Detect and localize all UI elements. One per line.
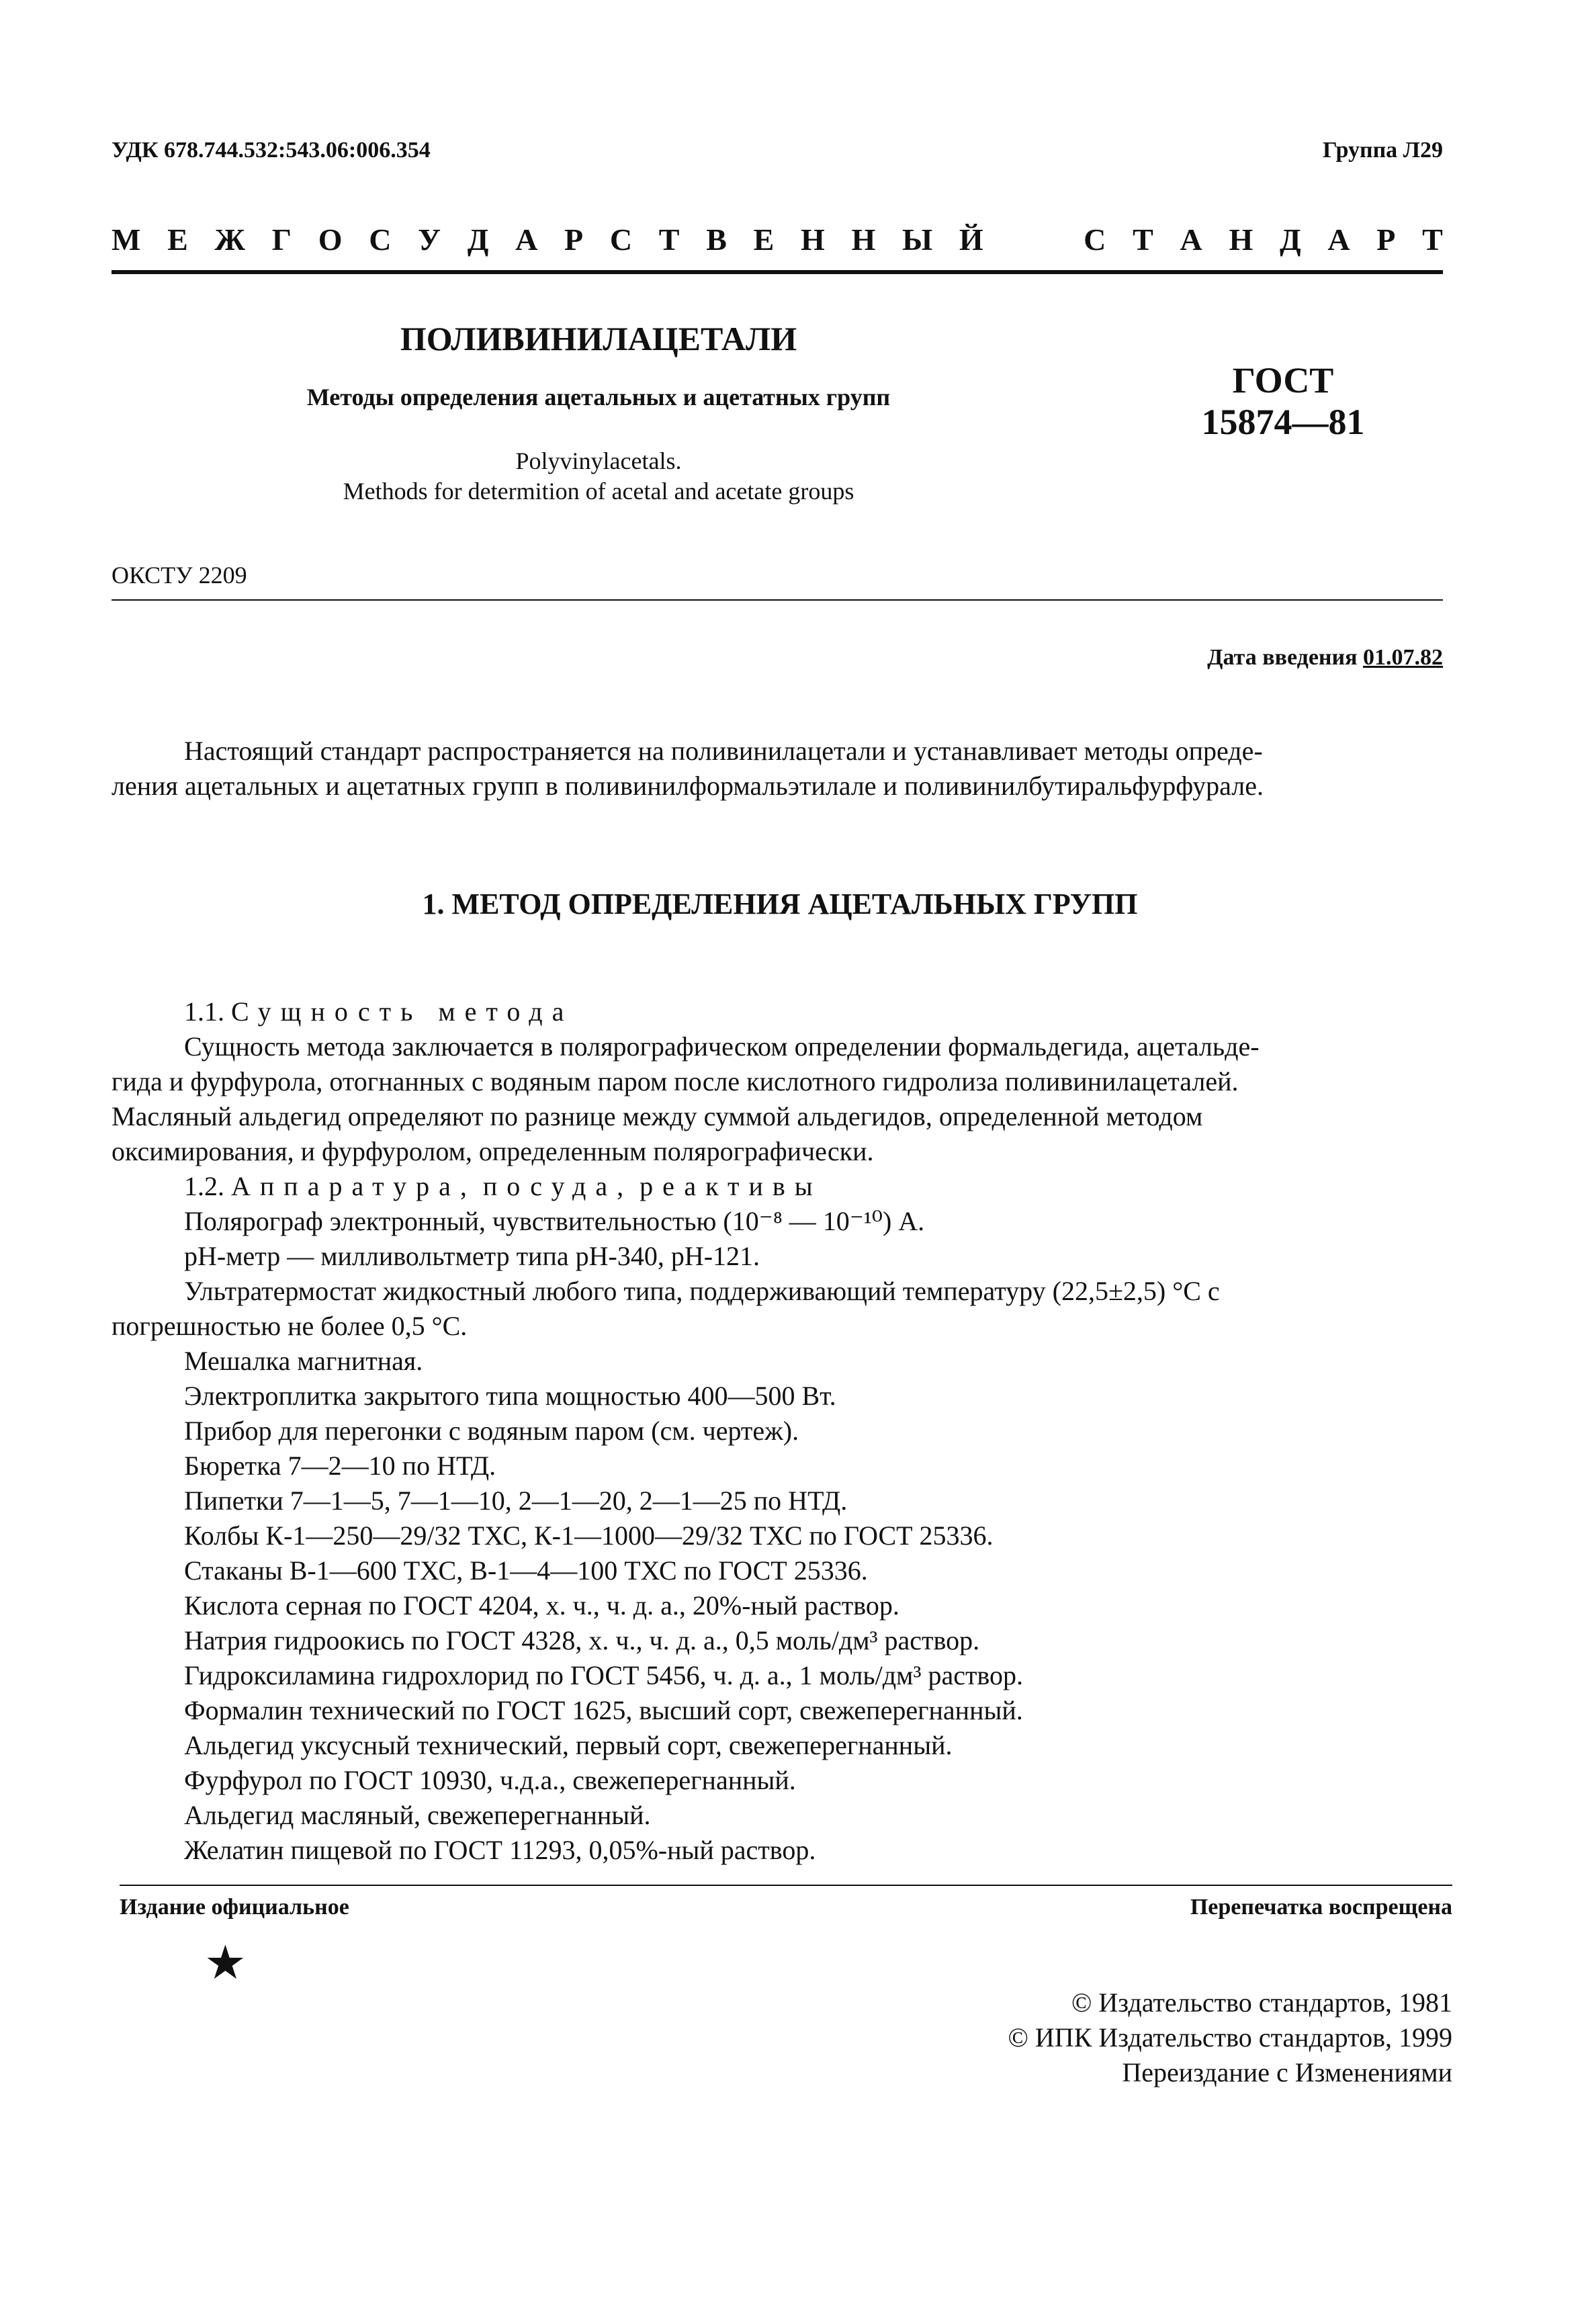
banner-letter: Р [564,222,584,257]
banner-letter: У [418,222,441,257]
equipment-item: Ультратермостат жидкостный любого типа, поддерживающий температуру (22,5±2,5) °С с [184,1276,1220,1306]
clause-line: гида и фурфурола, отогнанных с водяным паром после кислотного гидролиза поливинилацеталей. [112,1066,1239,1096]
gost-label: ГОСТ [1232,360,1334,400]
equipment-item: Колбы К-1—250—29/32 ТХС, К-1—1000—29/32 ТХС по ГОСТ 25336. [184,1520,994,1551]
banner-letter: Й [959,222,983,257]
intro-paragraph [112,734,1448,804]
reagent-item: Фурфурол по ГОСТ 10930, ч.д.а., свежеперегнанный. [184,1765,796,1795]
clause-line: Сущность метода заключается в полярографическом определении формальдегида, ацетальде- [184,1031,1260,1062]
english-title-line2: Methods for determition of acetal and acetate groups [343,478,854,505]
banner-letter: Ж [214,222,246,257]
clause-heading-word: Аппаратура, [231,1171,476,1201]
reagent-item: Желатин пищевой по ГОСТ 11293, 0,05%-ный раствор. [184,1835,816,1865]
reissue-note: Переиздание с Изменениями [1122,2057,1452,2088]
introduction-date [1207,645,1443,671]
banner-letter: Д [467,222,489,257]
banner-letter: Т [1133,222,1153,257]
equipment-item: Электроплитка закрытого типа мощностью 400—500 Вт. [184,1381,836,1411]
equipment-item: Прибор для перегонки с водяным паром (см. чертеж). [184,1416,799,1446]
clause-number: 1.2. [184,1171,224,1201]
equipment-item: Стаканы В-1—600 ТХС, В-1—4—100 ТХС по ГОСТ 25336. [184,1555,868,1586]
copyright-line: © ИПК Издательство стандартов, 1999 [1008,2022,1452,2053]
banner-letter: Е [167,222,188,257]
footer-rule [120,1885,1452,1886]
banner-letter: С [609,222,633,257]
banner-letter: А [1327,222,1350,257]
okstu-rule [112,599,1443,601]
banner-letter: В [706,222,727,257]
banner-letter: А [1180,222,1202,257]
star-icon: ★ [204,1938,247,1989]
banner-letter: Н [1229,222,1253,257]
equipment-item: Бюретка 7—2—10 по НТД. [184,1451,496,1481]
banner-gap [1010,222,1057,257]
banner-letter: Н [851,222,876,257]
group-code: Группа Л29 [1323,138,1443,163]
clause-heading-word: посуда, [482,1171,633,1201]
document-subtitle: Методы определения ацетальных и ацетатных групп [306,384,891,411]
equipment-item-continued: погрешностью не более 0,5 °С. [112,1311,468,1341]
section-title: 1. МЕТОД ОПРЕДЕЛЕНИЯ АЦЕТАЛЬНЫХ ГРУПП [422,888,1138,920]
gost-designation [1142,359,1424,443]
banner-letter: С [1084,222,1106,257]
clause-number: 1.1. [184,996,224,1027]
banner-letter: Ы [902,222,933,257]
intro-line: Настоящий стандарт распространяется на поливинилацетали и устанавливает методы опреде- [184,736,1263,766]
banner-letter: Н [801,222,825,257]
standard-banner [112,222,1443,257]
banner-letter: А [515,222,538,257]
clause-1-1 [112,994,1448,1169]
okstu-code: ОКСТУ 2209 [112,562,247,589]
reagent-item: Альдегид уксусный технический, первый сорт, свежеперегнанный. [184,1730,953,1760]
copyright-block [848,1985,1452,2090]
date-value: 01.07.82 [1363,645,1443,670]
banner-letter: Р [1376,222,1396,257]
english-title-line1: Polyvinylacetals. [515,447,682,474]
banner-letter: О [318,222,343,257]
gost-number: 15874—81 [1201,402,1365,442]
document-title: ПОЛИВИНИЛАЦЕТАЛИ [400,320,797,357]
equipment-item: pH-метр — милливольтметр типа pH-340, pH-121. [184,1241,760,1271]
equipment-item: Мешалка магнитная. [184,1346,423,1376]
clause-line: оксимирования, и фурфуролом, определенным полярографически. [112,1136,874,1166]
clause-line: Масляный альдегид определяют по разнице между суммой альдегидов, определенной методом [112,1101,1203,1131]
equipment-item: Полярограф электронный, чувствительностью (10⁻⁸ — 10⁻¹⁰) А. [184,1206,925,1236]
banner-letter: Т [1422,222,1443,257]
banner-rule [112,270,1443,274]
clause-heading [112,1169,1448,1204]
equipment-item: Пипетки 7—1—5, 7—1—10, 2—1—20, 2—1—25 по НТД. [184,1486,848,1516]
reagent-item: Формалин технический по ГОСТ 1625, высший сорт, свежеперегнанный. [184,1695,1023,1725]
date-label: Дата введения [1207,645,1358,670]
reagent-item: Гидроксиламина гидрохлорид по ГОСТ 5456, ч. д. а., 1 моль/дм³ раствор. [184,1660,1024,1690]
copyright-line: © Издательство стандартов, 1981 [1071,1987,1452,2018]
banner-letter: М [112,222,141,257]
banner-letter: С [369,222,392,257]
clause-heading [112,994,1448,1029]
official-edition-label: Издание официальное [120,1895,349,1920]
reprint-prohibited-label: Перепечатка воспрещена [1190,1895,1452,1920]
intro-line: ления ацетальных и ацетатных групп в поливинилформальэтилале и поливинилбутиральфурфурале. [112,771,1264,801]
banner-letter: Д [1279,222,1301,257]
reagent-item: Натрия гидроокись по ГОСТ 4328, х. ч., ч. д. а., 0,5 моль/дм³ раствор. [184,1625,980,1655]
clause-heading-word: реактивы [640,1171,822,1201]
banner-letter: Т [658,222,680,257]
clause-1-2 [112,1169,1448,1868]
banner-letter: Г [271,222,292,257]
banner-letter: Е [753,222,775,257]
reagent-item: Кислота серная по ГОСТ 4204, х. ч., ч. д. а., 20%-ный раствор. [184,1590,899,1621]
udk-code: УДК 678.744.532:543.06:006.354 [112,138,431,163]
clause-heading-text: Сущность метода [231,996,574,1027]
reagent-item: Альдегид масляный, свежеперегнанный. [184,1800,651,1830]
